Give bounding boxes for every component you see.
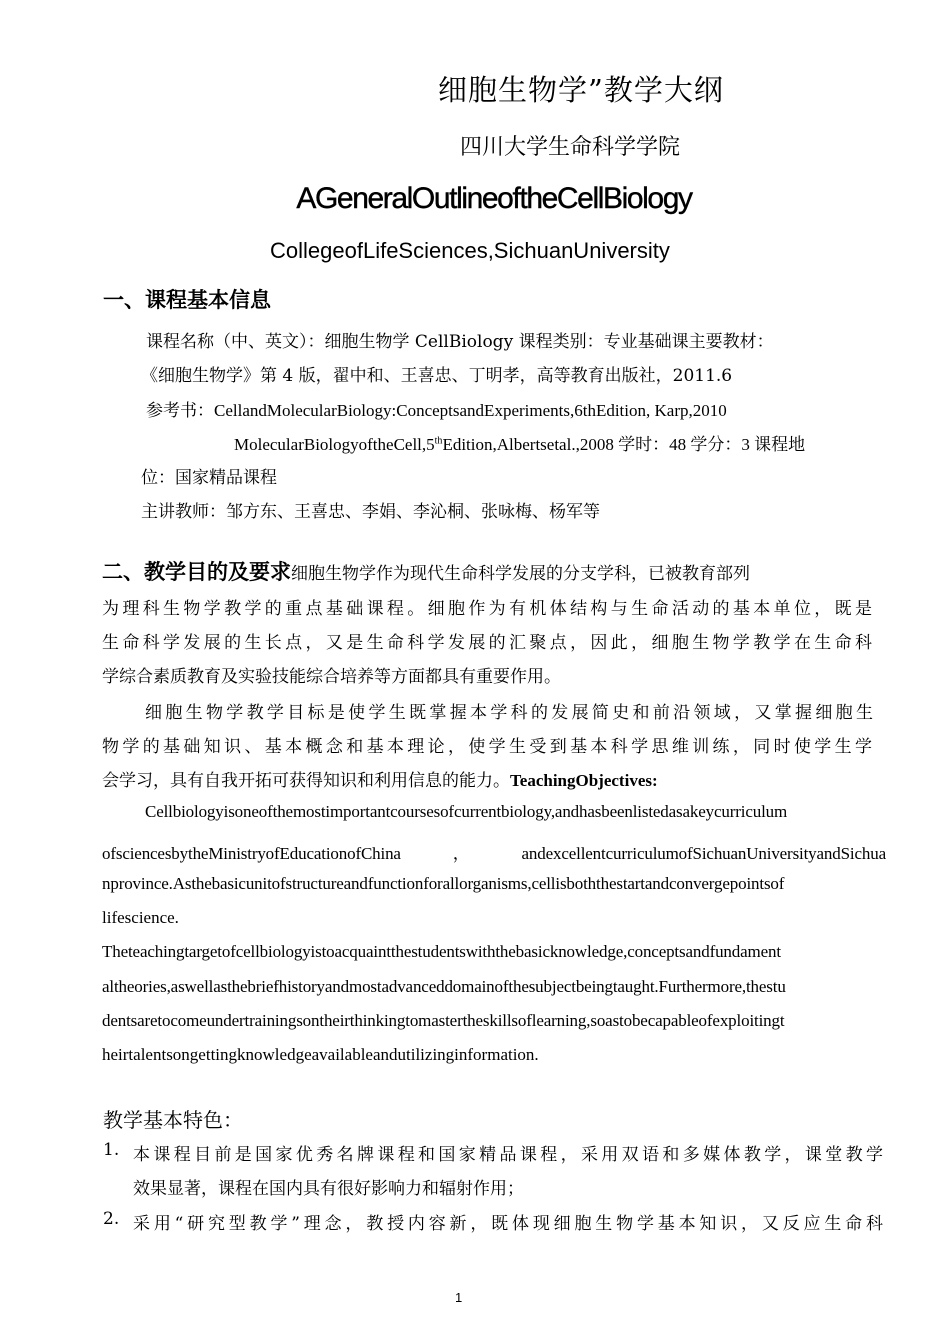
reference-line: 参考书：CellandMolecularBiology:ConceptsandExperiments,6thEdition, Karp,2010 — [146, 401, 727, 420]
section2-first-line — [102, 556, 872, 586]
instructors-line: 主讲教师：邹方东、王喜忠、李娟、李沁桐、张咏梅、杨军等 — [141, 502, 600, 522]
english-paragraph-line: lifescience. — [102, 908, 179, 927]
paragraph-line: 为理科生物学教学的重点基础课程。细胞作为有机体结构与生命活动的基本单位，既是 — [102, 599, 872, 619]
course-info-line: 《细胞生物学》第 4 版，翟中和、王喜忠、丁明孝，高等教育出版社，2011.6 — [141, 366, 733, 386]
course-info-line: 课程名称（中、英文）：细胞生物学 CellBiology 课程类别：专业基础课主要教材： — [146, 332, 774, 352]
english-paragraph-line: Theteachingtargetofcellbiologyistoacquaintthestudentswiththebasicknowledge,conceptsandfundament — [102, 942, 781, 961]
objectives-label: TeachingObjectives: — [510, 771, 658, 790]
section2-heading: 二、教学目的及要求 — [102, 560, 291, 584]
section1-heading: 一、课程基本信息 — [103, 288, 271, 312]
reference-text: Edition,Albertsetal.,2008 学时：48 学分：3 课程地 — [442, 435, 806, 454]
paragraph-line — [102, 766, 658, 791]
course-info-line: 位：国家精品课程 — [141, 468, 277, 488]
paragraph-line: 物学的基础知识、基本概念和基本理论，使学生受到基本科学思维训练，同时使学生学 — [102, 737, 872, 757]
paragraph-text: 会学习，具有自我开拓可获得知识和利用信息的能力。 — [102, 771, 510, 791]
college-name-en: CollegeofLifeSciences,SichuanUniversity — [270, 238, 670, 263]
paragraph-line: 生命科学发展的生长点，又是生命科学发展的汇聚点，因此，细胞生物学教学在生命科 — [102, 633, 872, 653]
list-number: 2. — [103, 1209, 120, 1229]
english-paragraph-line: heirtalentsongettingknowledgeavailableandutilizinginformation. — [102, 1045, 539, 1064]
paragraph-line: 细胞生物学教学目标是使学生既掌握本学科的发展简史和前沿领域，又掌握细胞生 — [145, 703, 873, 723]
document-title-en: AGeneralOutlineoftheCellBiology — [296, 182, 692, 215]
english-paragraph-line: altheories,aswellasthebriefhistoryandmostadvanceddomainofthesubjectbeingtaught.Furthermore,thestu — [102, 977, 786, 996]
college-name-cn: 四川大学生命科学学院 — [460, 135, 681, 160]
paragraph-line: 学综合素质教育及实验技能综合培养等方面都具有重要作用。 — [102, 667, 561, 687]
document-title-cn: 细胞生物学”教学大纲 — [438, 73, 724, 107]
page-number: 1 — [455, 1290, 463, 1305]
reference-text: MolecularBiologyoftheCell,5 — [234, 435, 435, 454]
list-number: 1. — [103, 1140, 120, 1160]
english-paragraph-line: nprovince.Asthebasicunitofstructureandfunctionforallorganisms,cellisboththestartandconvergepointsof — [102, 874, 785, 893]
section3-heading: 教学基本特色： — [103, 1108, 243, 1132]
list-item-line: 采用“研究型教学”理念，教授内容新，既体现细胞生物学基本知识，又反应生命科 — [133, 1214, 883, 1234]
english-paragraph-line: ofsciencesbytheMinistryofEducationofChina，andexcellentcurriculumofSichuanUniversityandSichua — [102, 844, 886, 863]
superscript: th — [434, 435, 443, 447]
english-paragraph-line: dentsaretocomeundertrainingsontheirthinkingtomastertheskillsoflearning,soastobecapableofexploitingt — [102, 1011, 785, 1030]
paragraph-text: 细胞生物学作为现代生命科学发展的分支学科，已被教育部列 — [291, 564, 750, 584]
list-item-line: 本课程目前是国家优秀名牌课程和国家精品课程，采用双语和多媒体教学，课堂教学 — [133, 1145, 883, 1165]
english-paragraph-line: Cellbiologyisoneofthemostimportantcoursesofcurrentbiology,andhasbeenlistedasakeycurriculum — [145, 802, 788, 821]
reference-line — [234, 430, 805, 455]
list-item-line: 效果显著，课程在国内具有很好影响力和辐射作用； — [133, 1179, 524, 1199]
